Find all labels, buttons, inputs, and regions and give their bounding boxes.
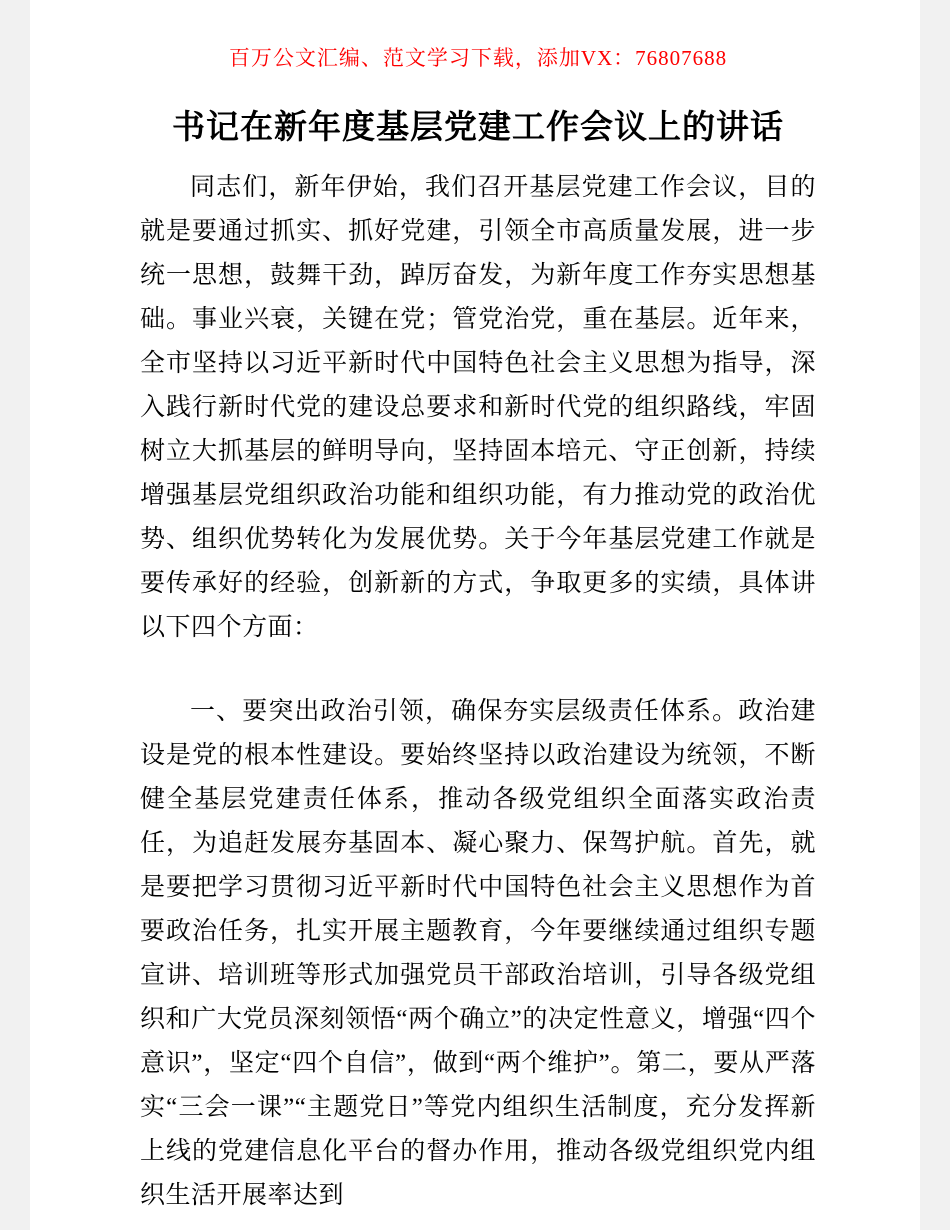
document-page xyxy=(30,0,920,1230)
right-page-margin xyxy=(920,0,950,1230)
paragraph-intro: 同志们，新年伊始，我们召开基层党建工作会议，目的就是要通过抓实、抓好党建，引领全市高质量发展，进一步统一思想，鼓舞干劲，踔厉奋发，为新年度工作夯实思想基础。事业兴衰，关键在党；管党治党，重在基层。近年来，全市坚持以习近平新时代中国特色社会主义思想为指导，深入践行新时代党的建设总要求和新时代党的组织路线，牢固树立大抓基层的鲜明导向，坚持固本培元、守正创新，持续增强基层党组织政治功能和组织功能，有力推动党的政治优势、组织优势转化为发展优势。关于今年基层党建工作就是要传承好的经验，创新新的方式，争取更多的实绩，具体讲以下四个方面： xyxy=(140,174,816,641)
watermark-header-text: 百万公文汇编、范文学习下载，添加VX：76807688 xyxy=(228,46,728,70)
paragraph-section-one: 一、要突出政治引领，确保夯实层级责任体系。政治建设是党的根本性建设。要始终坚持以政治建设为统领，不断健全基层党建责任体系，推动各级党组织全面落实政治责任，为追赶发展夯基固本、凝心聚力、保驾护航。首先，就是要把学习贯彻习近平新时代中国特色社会主义思想作为首要政治任务，扎实开展主题教育，今年要继续通过组织专题宣讲、培训班等形式加强党员干部政治培训，引导各级党组织和广大党员深刻领悟“两个确立”的决定性意义，增强“四个意识”，坚定“四个自信”，做到“两个维护”。第二，要从严落实“三会一课”“主题党日”等党内组织生活制度，充分发挥新上线的党建信息化平台的督办作用，推动各级党组织党内组织生活开展率达到 xyxy=(140,698,816,1209)
document-title: 书记在新年度基层党建工作会议上的讲话 xyxy=(172,110,784,146)
left-page-margin xyxy=(0,0,30,1230)
